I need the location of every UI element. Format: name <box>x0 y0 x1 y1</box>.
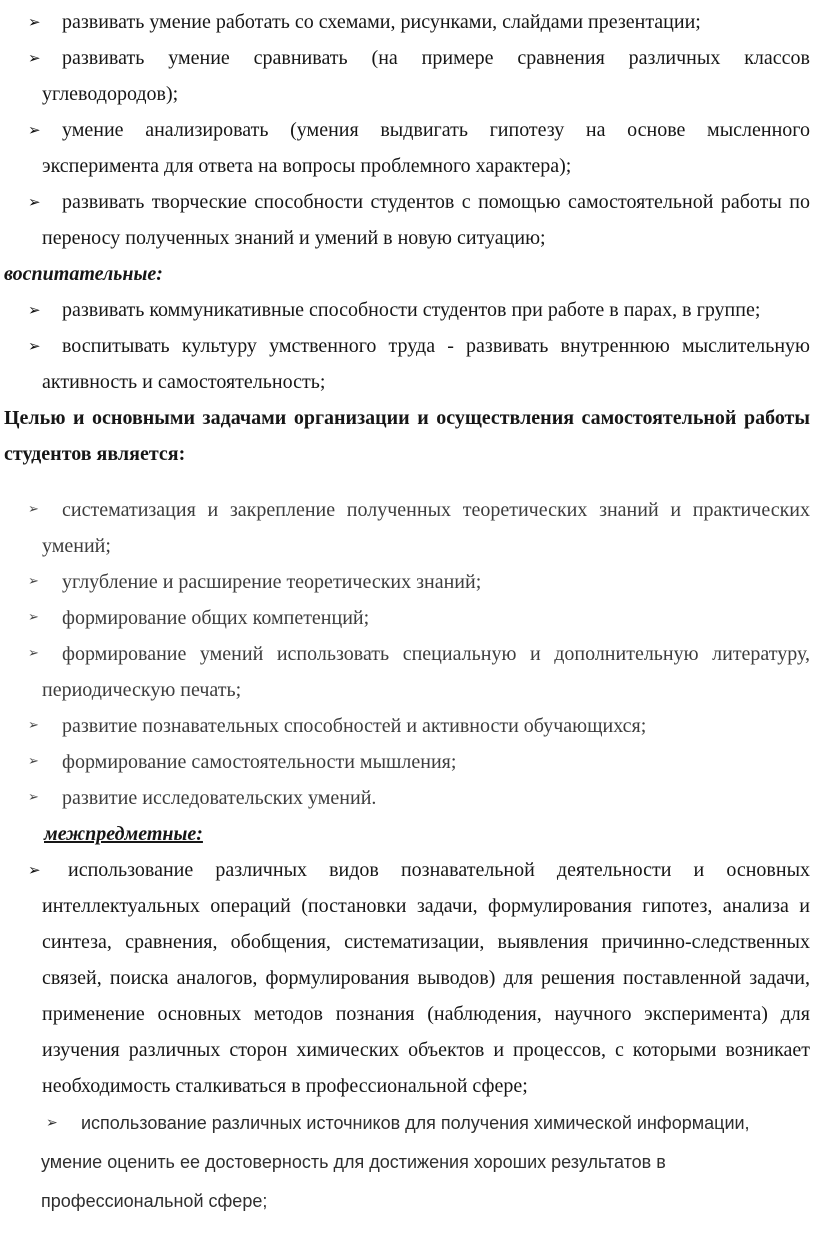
list-item-text: развивать творческие способности студентов с помощью самостоятельной работы по переносу полученных знаний и умений в новую ситуацию; <box>42 191 810 249</box>
arrow-bullet-icon: ➢ <box>28 301 41 319</box>
list-item <box>4 292 810 328</box>
mezhpredmetnye-heading-row <box>4 816 810 852</box>
list-item-text: развитие познавательных способностей и активности обучающихся; <box>62 715 647 737</box>
arrow-bullet-icon: ➢ <box>28 337 41 355</box>
mezhpredmetnye-heading: межпредметные: <box>44 823 203 845</box>
developing-skills-list <box>4 4 810 256</box>
list-item-text: развивать коммуникативные способности студентов при работе в парах, в группе; <box>62 299 761 321</box>
list-item-text: использование различных источников для получения химической информации, умение оценить ее достоверность для достижения хороших результатов в профессиональной сфере; <box>41 1113 750 1211</box>
arrow-bullet-icon: ➢ <box>28 718 39 733</box>
list-item-text: формирование самостоятельности мышления; <box>62 751 457 773</box>
list-item-text: развитие исследовательских умений. <box>62 787 377 809</box>
sans-list-item <box>4 1104 810 1221</box>
vospitatelnye-list <box>4 292 810 400</box>
list-item-text: углубление и расширение теоретических знаний; <box>62 571 482 593</box>
list-item <box>4 492 810 564</box>
list-item-text: развивать умение сравнивать (на примере сравнения различных классов углеводородов); <box>42 47 810 105</box>
list-item-text: систематизация и закрепление полученных теоретических знаний и практических умений; <box>42 499 810 557</box>
list-item <box>4 328 810 400</box>
arrow-bullet-icon: ➢ <box>28 754 39 769</box>
list-item-text: формирование умений использовать специальную и дополнительную литературу, периодическую печать; <box>42 643 810 701</box>
arrow-bullet-icon: ➢ <box>28 13 41 31</box>
list-item-text: умение анализировать (умения выдвигать гипотезу на основе мысленного эксперимента для ответа на вопросы проблемного характера); <box>42 119 810 177</box>
list-item <box>4 564 810 600</box>
list-item-text: формирование общих компетенций; <box>62 607 370 629</box>
list-item-text: развивать умение работать со схемами, рисунками, слайдами презентации; <box>62 11 701 33</box>
arrow-bullet-icon: ➢ <box>28 610 39 625</box>
list-item <box>4 636 810 708</box>
arrow-bullet-icon: ➢ <box>28 49 41 67</box>
arrow-bullet-icon: ➢ <box>28 646 39 661</box>
blank-line <box>4 472 810 492</box>
list-item <box>4 708 810 744</box>
list-item <box>4 744 810 780</box>
arrow-bullet-icon: ➢ <box>28 193 41 211</box>
vospitatelnye-heading: воспитательные: <box>4 263 163 285</box>
list-item <box>4 40 810 112</box>
goal-heading: Целью и основными задачами организации и осуществления самостоятельной работы студентов является: <box>4 407 810 465</box>
mezhpredmetnye-list <box>4 852 810 1104</box>
list-item <box>4 112 810 184</box>
arrow-bullet-icon: ➢ <box>46 1115 58 1131</box>
goal-tasks-list <box>4 492 810 816</box>
list-item <box>4 4 810 40</box>
list-item-text: воспитывать культуру умственного труда - развивать внутреннюю мыслительную активность и самостоятельность; <box>42 335 810 393</box>
arrow-bullet-icon: ➢ <box>28 121 41 139</box>
arrow-bullet-icon: ➢ <box>28 574 39 589</box>
list-item <box>4 184 810 256</box>
list-item-text: использование различных видов познавательной деятельности и основных интеллектуальных операций (постановки задачи, формулирования гипотез, анализа и синтеза, сравнения, обобщения, систематизации, выявления причинно-следственных связей, поиска аналогов, формулирования выводов) для решения поставленной задачи, применение основных методов познания (наблюдения, научного эксперимента) для изучения различных сторон химических объектов и процессов, с которыми возникает необходимость сталкиваться в профессиональной сфере; <box>42 859 810 1097</box>
list-item <box>4 780 810 816</box>
arrow-bullet-icon: ➢ <box>28 502 39 517</box>
arrow-bullet-icon: ➢ <box>28 790 39 805</box>
arrow-bullet-icon: ➢ <box>28 861 41 879</box>
list-item <box>4 852 810 1104</box>
list-item <box>4 600 810 636</box>
